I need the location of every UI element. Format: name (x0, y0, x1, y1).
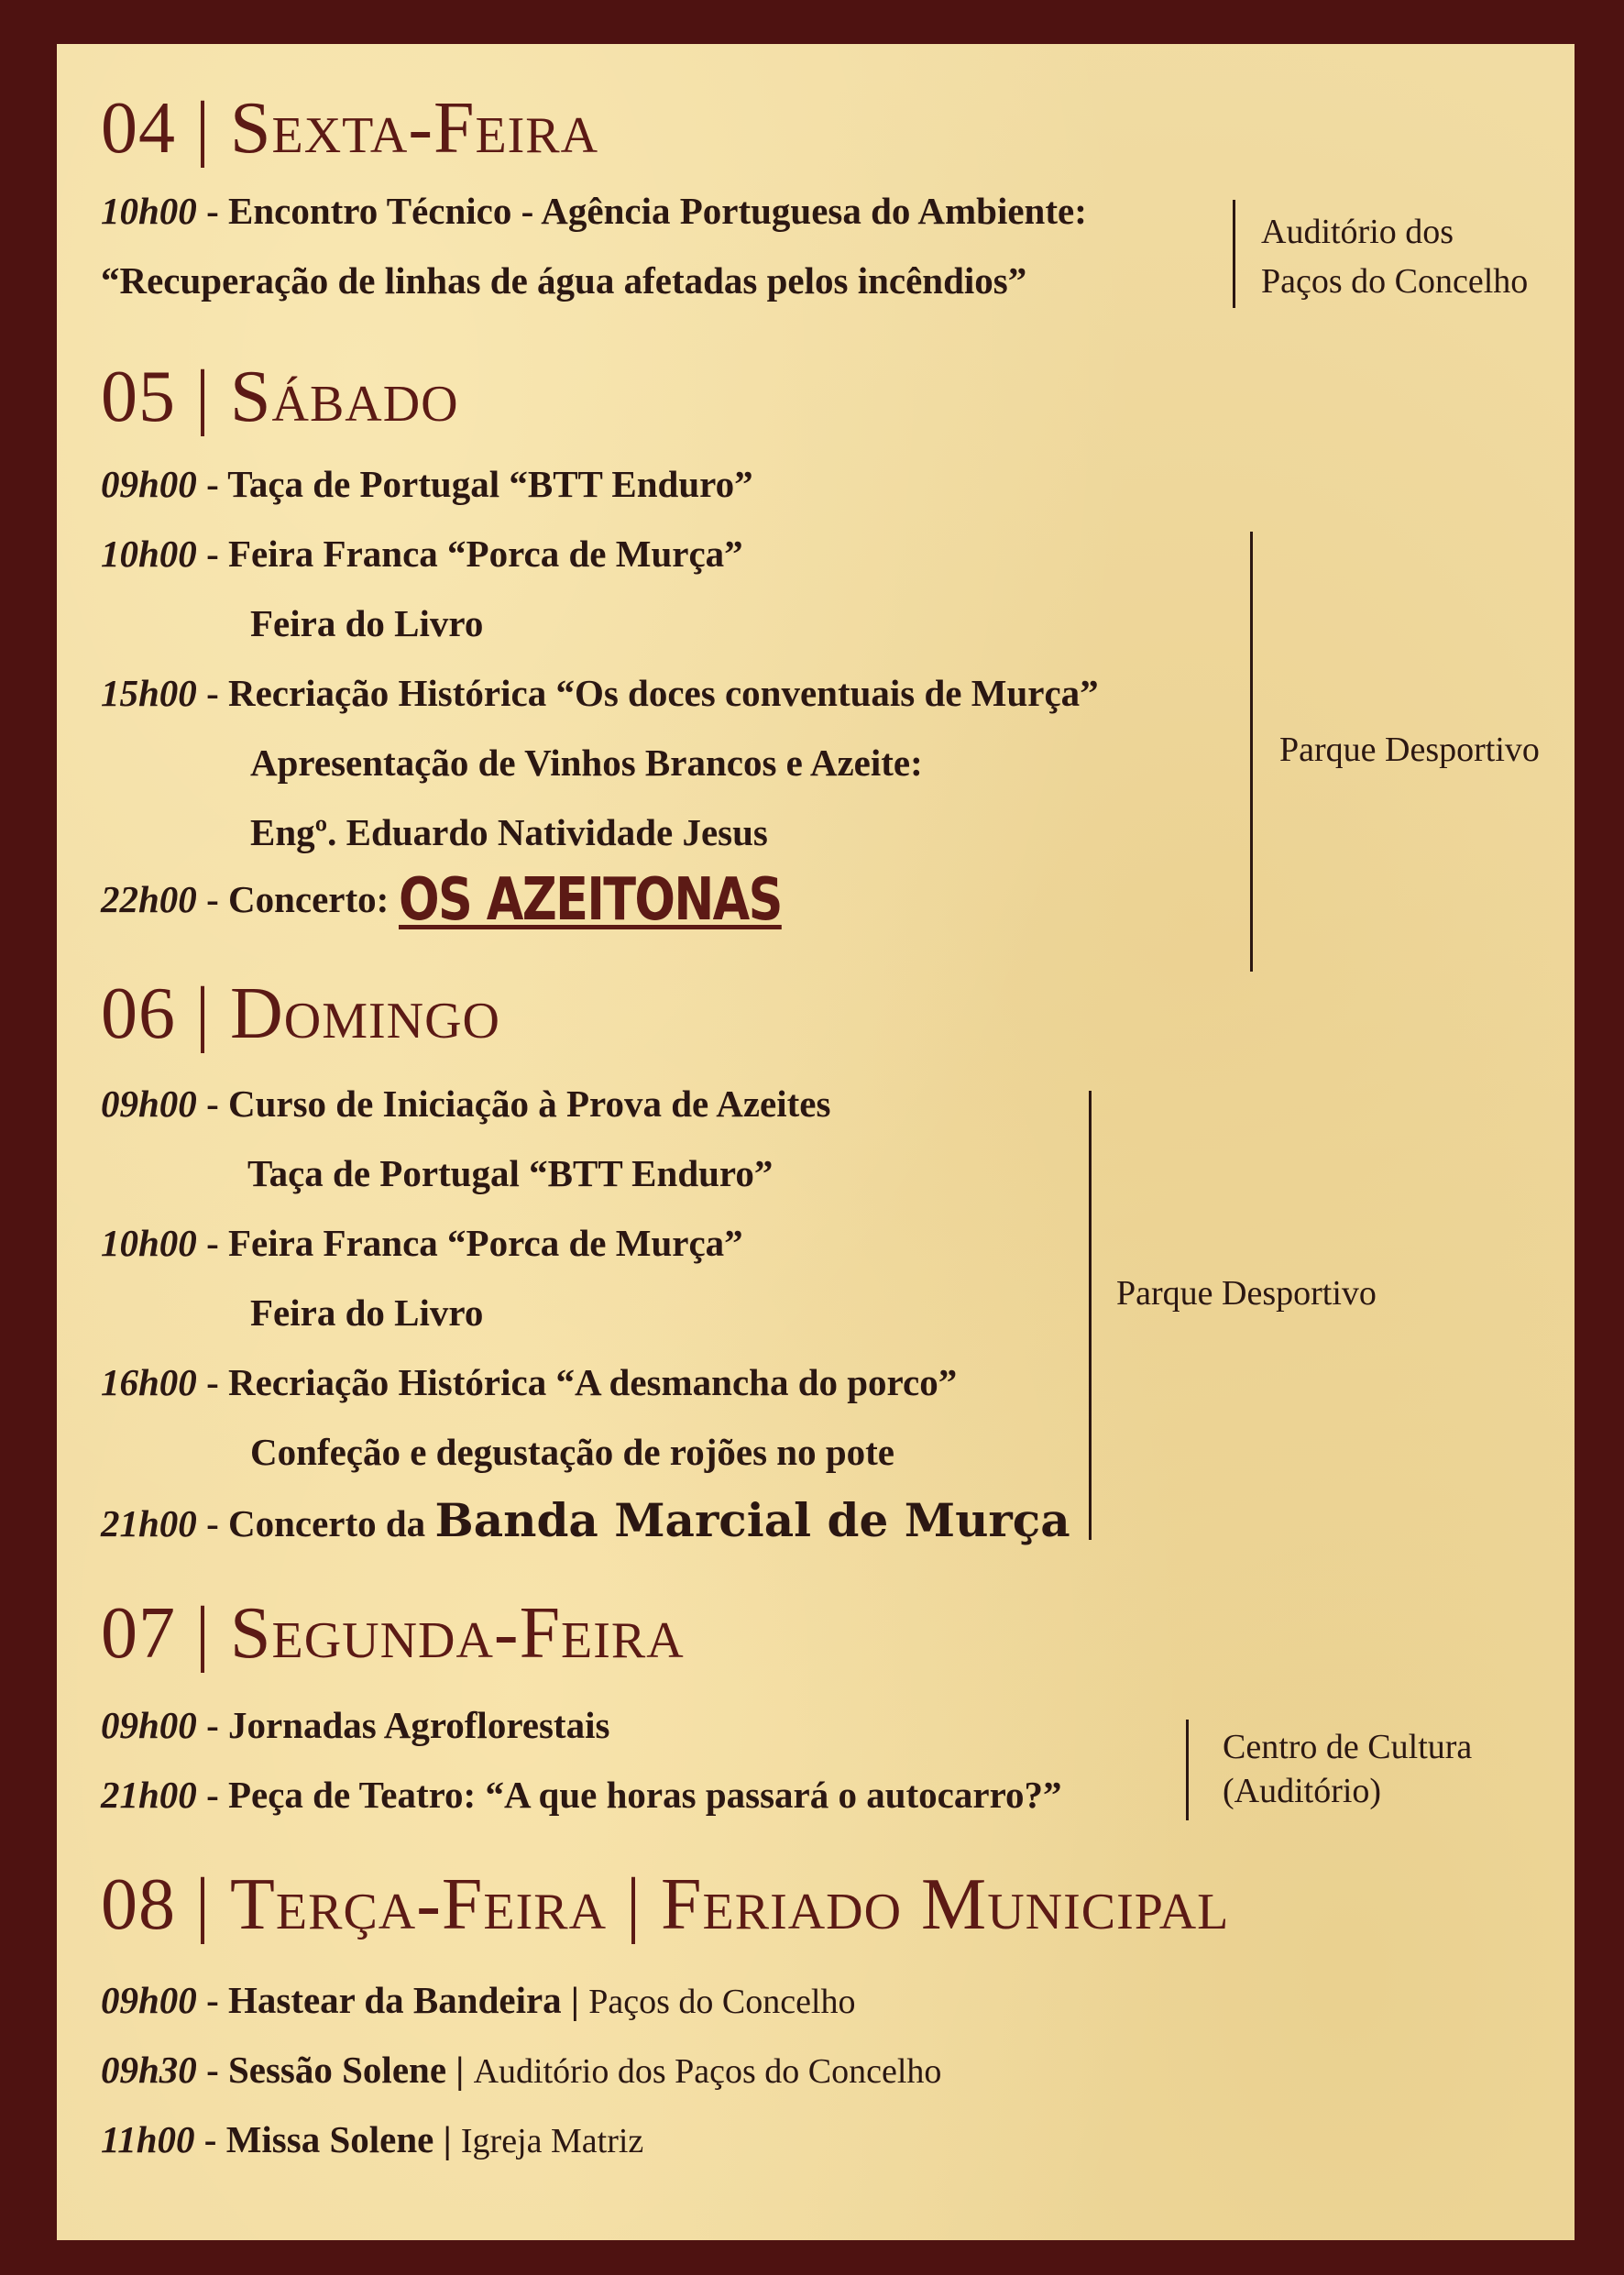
event-time: 09h00 (101, 1083, 197, 1125)
program-page (57, 44, 1575, 2240)
event-row (101, 1222, 743, 1264)
event-title: Missa Solene (225, 2118, 434, 2160)
event-title: Hastear da Bandeira (227, 1979, 562, 2021)
event-row (101, 866, 865, 934)
venue-divider (1250, 532, 1253, 972)
day-heading-06 (101, 973, 500, 1054)
time-separator: - (196, 1979, 228, 2021)
time-separator: - (196, 533, 228, 575)
event-time: 15h00 (101, 672, 197, 714)
event-row (101, 1361, 958, 1403)
venue-line: Parque Desportivo (1116, 1274, 1377, 1313)
event-title: Recriação Histórica “Os doces conventuais de Murça” (227, 672, 1099, 714)
event-venue: Paços do Concelho (588, 1983, 856, 2021)
featured-band: Banda Marcial de Murça (434, 1493, 1070, 1547)
event-title: Taça de Portugal “BTT Enduro” (227, 463, 753, 505)
event-title: Sessão Solene (227, 2049, 447, 2091)
event-time: 22h00 (101, 878, 197, 920)
venue-label (1223, 1725, 1472, 1813)
day-name: Sexta-Feira (230, 88, 599, 169)
venue-divider (1186, 1720, 1189, 1820)
event-title: Encontro Técnico - Agência Portuguesa do Ambiente: (227, 190, 1087, 232)
venue-line: Paços do Concelho (1261, 262, 1529, 301)
event-title: Curso de Iniciação à Prova de Azeites (227, 1083, 831, 1125)
venue-divider (1233, 200, 1235, 308)
event-row (101, 535, 743, 573)
time-separator: - (196, 1704, 228, 1746)
day-name: Sábado (230, 357, 459, 437)
event-row (101, 672, 1099, 714)
event-row-cont: Apresentação de Vinhos Brancos e Azeite: (250, 742, 923, 784)
headliner-band: OS AZEITONAS (398, 866, 782, 934)
event-row-cont: Feira do Livro (250, 602, 484, 644)
time-separator: - (196, 190, 228, 232)
venue-divider (1089, 1091, 1092, 1540)
venue-label (1261, 207, 1528, 306)
event-venue: Auditório dos Paços do Concelho (473, 2052, 942, 2091)
day-name: Terça-Feira | Feriado Municipal (230, 1864, 1230, 1945)
event-time: 09h00 (101, 1979, 197, 2021)
time-separator: - (196, 2049, 228, 2091)
event-title: Concerto: (227, 878, 390, 920)
event-time: 10h00 (101, 1222, 197, 1264)
event-time: 09h30 (101, 2049, 197, 2091)
event-row (101, 1493, 1070, 1547)
time-separator: - (196, 1774, 228, 1816)
day-number: 07 | (101, 1593, 231, 1674)
venue-line: (Auditório) (1223, 1772, 1382, 1810)
event-time: 11h00 (101, 2118, 195, 2160)
venue-separator: | (446, 2049, 474, 2091)
event-row (101, 1979, 856, 2021)
day-heading-08 (101, 1864, 1230, 1945)
event-row (101, 1776, 1062, 1814)
event-title: Feira Franca “Porca de Murça” (227, 1222, 743, 1264)
day-heading-07 (101, 1593, 685, 1674)
event-venue: Igreja Matriz (460, 2122, 644, 2160)
venue-label (1116, 1269, 1377, 1318)
event-title: Peça de Teatro: “A que horas passará o autocarro?” (227, 1774, 1062, 1816)
event-time: 09h00 (101, 1704, 197, 1746)
venue-line: Parque Desportivo (1279, 731, 1540, 769)
time-separator: - (194, 2118, 226, 2160)
event-row (101, 1704, 610, 1746)
time-separator: - (196, 672, 228, 714)
event-time: 10h00 (101, 533, 197, 575)
event-row-cont: Feira do Livro (250, 1291, 484, 1334)
event-row (101, 463, 753, 505)
event-row (101, 1085, 830, 1123)
time-separator: - (196, 878, 228, 920)
day-name: Domingo (230, 973, 500, 1054)
venue-line: Centro de Cultura (1223, 1728, 1473, 1766)
event-title: Jornadas Agroflorestais (227, 1704, 610, 1746)
event-title: Concerto da (227, 1502, 426, 1544)
time-separator: - (196, 1083, 228, 1125)
time-separator: - (196, 463, 228, 505)
event-row (101, 2051, 941, 2089)
day-name: Segunda-Feira (230, 1593, 685, 1674)
day-number: 08 | (101, 1864, 231, 1945)
day-number: 04 | (101, 88, 231, 169)
event-time: 09h00 (101, 463, 197, 505)
event-time: 16h00 (101, 1361, 197, 1403)
time-separator: - (196, 1222, 228, 1264)
venue-separator: | (433, 2118, 461, 2160)
day-number: 06 | (101, 973, 231, 1054)
day-heading-05 (101, 357, 459, 437)
event-row (101, 192, 1087, 230)
venue-line: Auditório dos (1261, 213, 1454, 251)
venue-separator: | (561, 1979, 589, 2021)
day-number: 05 | (101, 357, 231, 437)
event-time: 10h00 (101, 190, 197, 232)
event-time: 21h00 (101, 1774, 197, 1816)
event-time: 21h00 (101, 1502, 197, 1544)
event-row-cont: Confeção e degustação de rojões no pote (250, 1431, 894, 1473)
venue-label (1279, 725, 1540, 775)
event-row-cont: Taça de Portugal “BTT Enduro” (247, 1152, 774, 1194)
event-title: Feira Franca “Porca de Murça” (227, 533, 743, 575)
time-separator: - (196, 1361, 228, 1403)
event-row-cont (101, 259, 1027, 302)
time-separator: - (196, 1502, 228, 1544)
event-title: Recriação Histórica “A desmancha do porco” (227, 1361, 958, 1403)
event-title: “Recuperação de linhas de água afetadas pelos incêndios” (101, 259, 1027, 302)
day-heading-04 (101, 88, 599, 169)
event-row-cont: Engº. Eduardo Natividade Jesus (250, 811, 768, 853)
event-row (101, 2118, 644, 2160)
